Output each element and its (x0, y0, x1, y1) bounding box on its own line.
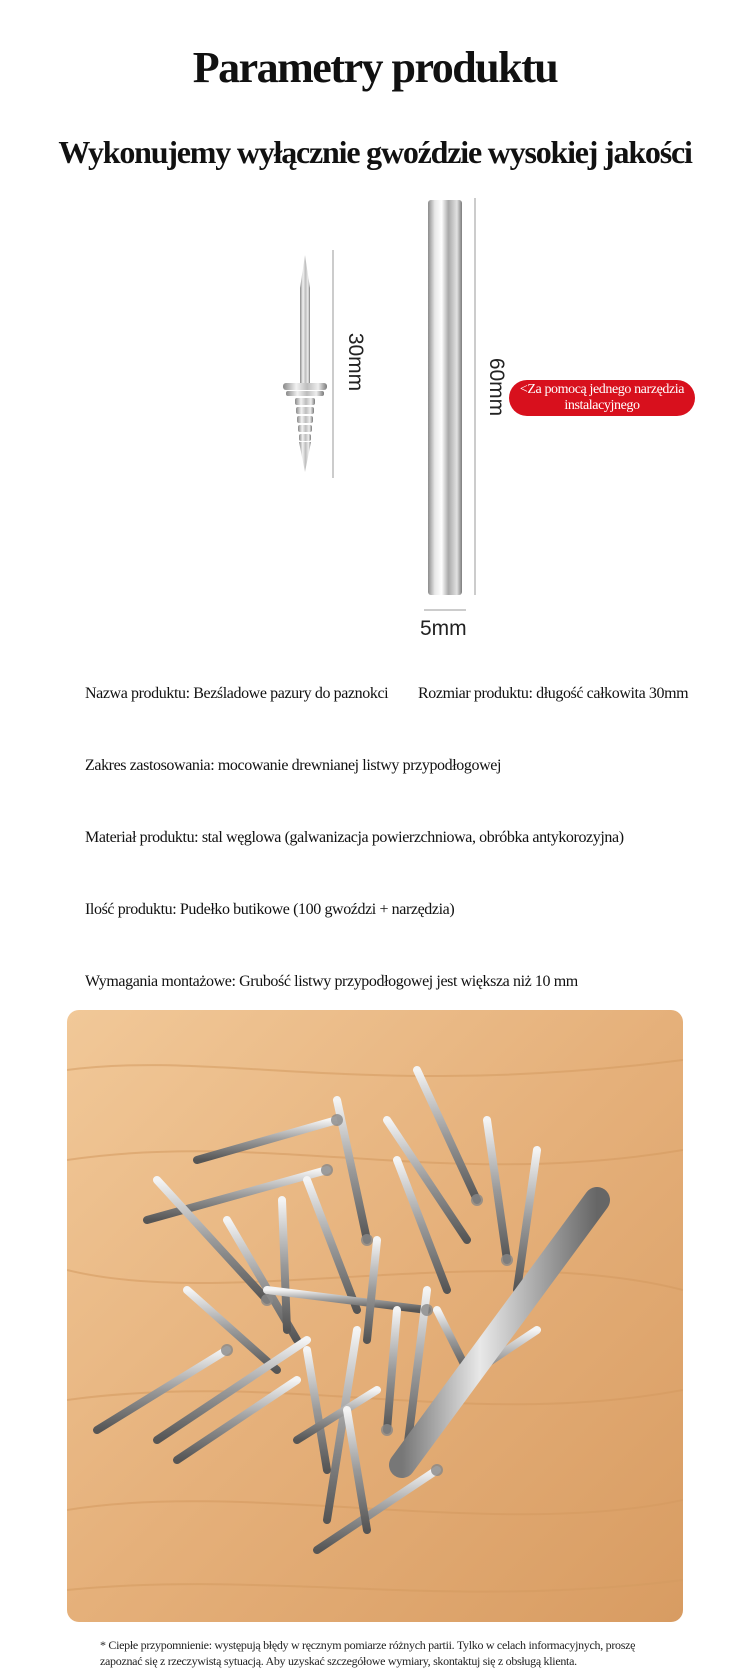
installation-tool-badge: <Za pomocą jednego narzędzia instalacyjnego (509, 380, 695, 416)
nail-illustration (283, 255, 327, 472)
nail-and-tool-drawing (0, 190, 750, 650)
spec-product-name: Nazwa produktu: Bezśladowe pazury do paznokci (85, 685, 389, 702)
nail-length-label: 30mm (344, 332, 368, 392)
spec-material: Materiał produktu: stal węglowa (galwanizacja powierzchniowa, obróbka antykorozyjna) (85, 829, 624, 846)
page-title: Parametry produktu (192, 43, 558, 92)
page-subtitle: Wykonujemy wyłącznie gwoździe wysokiej jakości (58, 134, 692, 170)
product-dimension-diagram (0, 190, 750, 650)
tool-length-label: 60mm (485, 357, 509, 417)
tool-rod-illustration (428, 200, 462, 595)
spec-application-scope: Zakres zastosowania: mocowanie drewnianej listwy przypodłogowej (85, 757, 502, 774)
product-photo (67, 1010, 683, 1622)
measurement-disclaimer: * Ciepłe przypomnienie: występują błędy w ręcznym pomiarze różnych partii. Tylko w celach informacyjnych, proszę zapoznać się z rzeczywistą sytuacją. Aby uzyskać szczegółowe wymiary, skontaktuj się z obsługą klienta. (100, 1638, 636, 1668)
tool-diameter-label: 5mm (420, 617, 467, 640)
spec-quantity: Ilość produktu: Pudełko butikowe (100 gwoździ + narzędzia) (85, 901, 455, 918)
spec-installation-requirements: Wymagania montażowe: Grubość listwy przypodłogowej jest większa niż 10 mm (85, 973, 578, 990)
spec-product-size: Rozmiar produktu: długość całkowita 30mm (418, 685, 689, 702)
nails-on-wood-photo (67, 1010, 683, 1622)
